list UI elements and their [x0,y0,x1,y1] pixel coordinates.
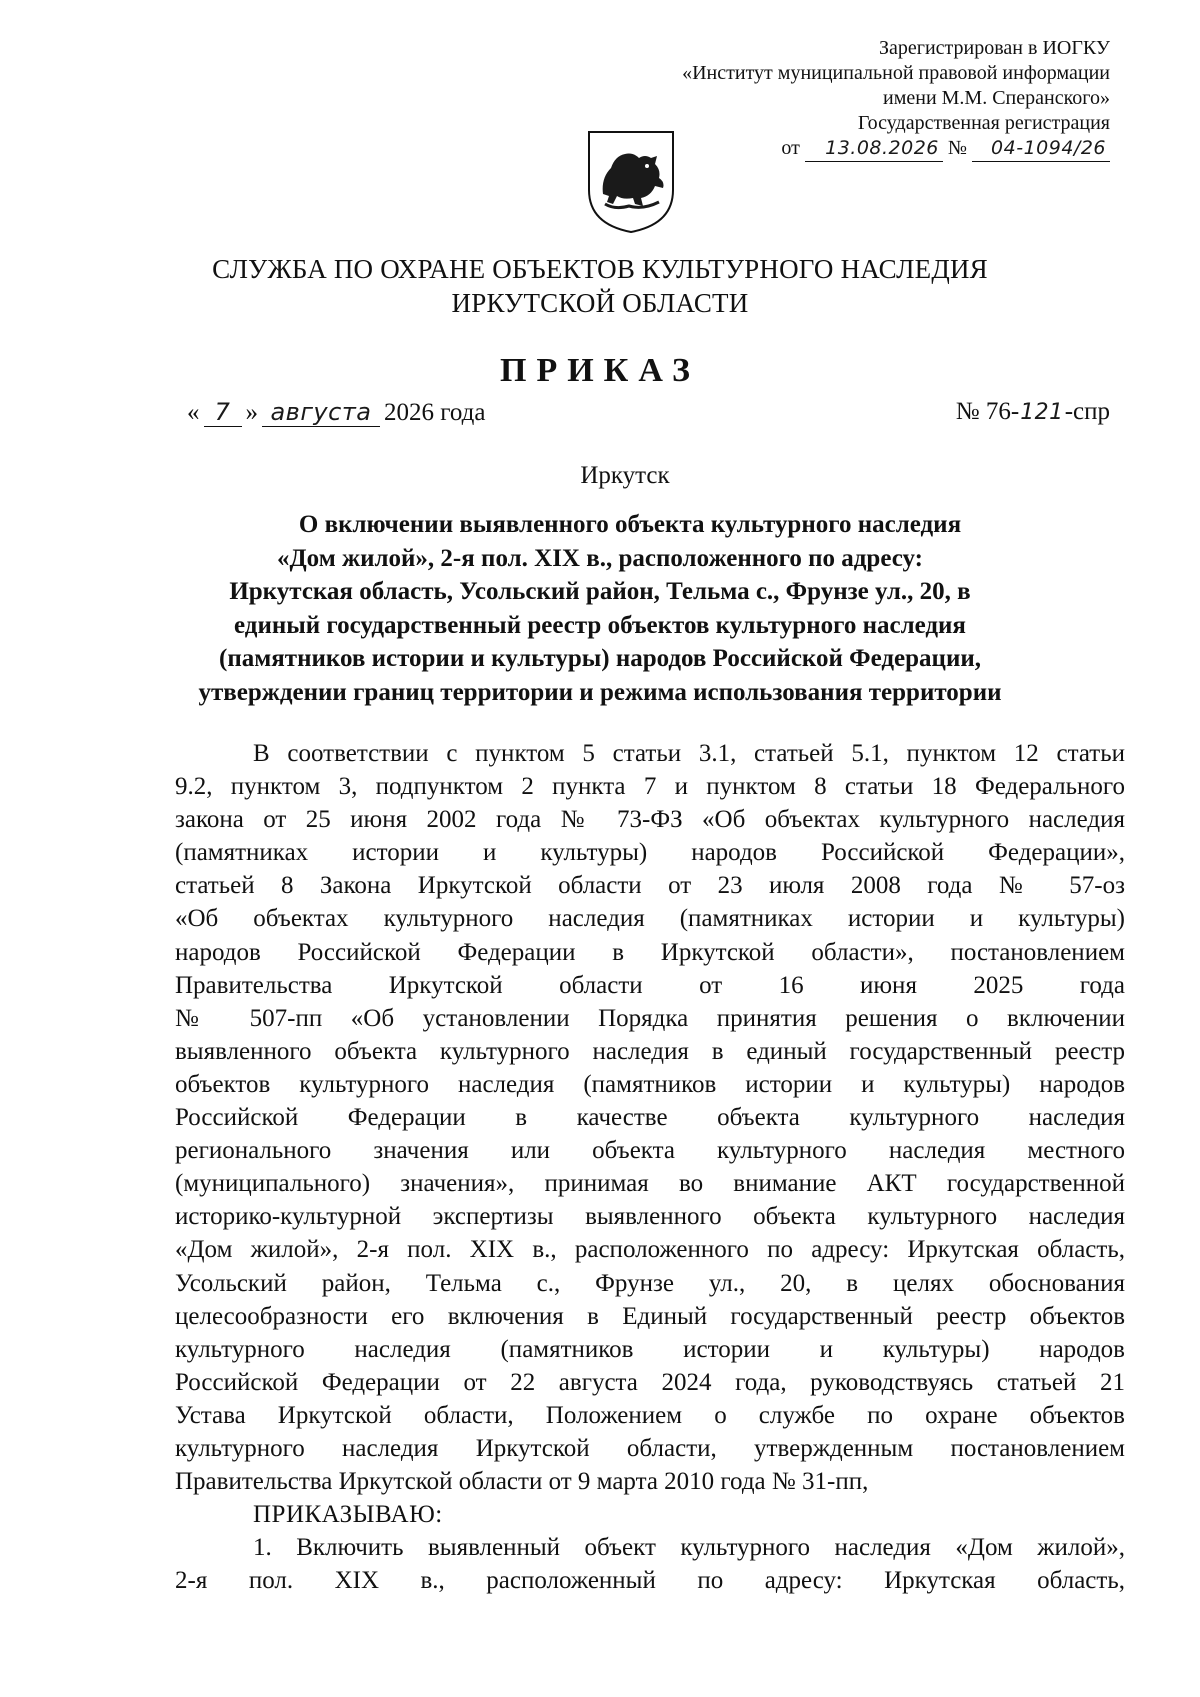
body-line: выявленного объекта культурного наследия в единый государственный реестр [175,1037,1125,1065]
body-line: Устава Иркутской области, Положением о службе по охране объектов [175,1401,1125,1429]
body-line: (памятниках истории и культуры) народов Российской Федерации», [175,839,1125,867]
date-month-handwritten: августа [262,398,380,427]
heading-line: единый государственный реестр объектов культурного наследия [234,611,966,639]
heading-line: О включении выявленного объекта культурного наследия [298,511,962,538]
body-line: Правительства Иркутской области от 16 июня 2025 года [175,971,1125,999]
registration-line: имени М.М. Сперанского» [883,87,1110,109]
body-line: В соответствии с пунктом 5 статьи 3.1, статьей 5.1, пунктом 12 статьи [253,740,1125,767]
registration-date-handwritten: 13.08.2026 [805,136,943,162]
order-body [175,737,1125,1597]
body-line: Российской Федерации от 22 августа 2024 года, руководствуясь статьей 21 [175,1368,1125,1396]
body-line: 9.2, пунктом 3, подпунктом 2 пункта 7 и пунктом 8 статьи 18 Федерального [175,773,1125,801]
body-line: народов Российской Федерации в Иркутской области», постановлением [175,938,1125,966]
body-line: историко-культурной экспертизы выявленного объекта культурного наследия [175,1203,1125,1231]
body-line: объектов культурного наследия (памятников истории и культуры) народов [175,1070,1125,1098]
heading-line: Иркутская область, Усольский район, Тельма с., Фрунзе ул., 20, в [229,578,971,605]
agency-name-line: ИРКУТСКОЙ ОБЛАСТИ [451,288,749,318]
body-line: культурного наследия (памятников истории и культуры) народов [175,1335,1125,1363]
city-name: Иркутск [580,462,670,489]
registration-number-handwritten: 04-1094/26 [972,136,1110,162]
order-date [187,398,485,427]
body-line: Российской Федерации в качестве объекта культурного наследия [175,1104,1125,1132]
heading-line: «Дом жилой», 2-я пол. XIX в., расположенного по адресу: [276,544,924,572]
coat-of-arms-icon [585,128,677,236]
body-line: регионального значения или объекта культурного наследия местного [175,1137,1125,1165]
registration-line: Зарегистрирован в ИОГКУ [879,37,1110,59]
date-year: 2026 года [384,399,486,426]
body-line: Правительства Иркутской области от 9 марта 2010 года № 31-пп, [175,1468,869,1496]
body-line: № 507-пп «Об установлении Порядка принятия решения о включении [175,1004,1125,1032]
registration-date-prefix: от [781,137,800,159]
body-line: статьей 8 Закона Иркутской области от 23 июля 2008 года № 57-оз [175,872,1125,900]
body-line: целесообразности его включения в Единый государственный реестр объектов [175,1302,1125,1330]
item-line: 2-я пол. XIX в., расположенный по адресу: Иркутская область, [175,1567,1125,1595]
registration-line: Государственная регистрация [857,112,1110,134]
heading-line: утверждении границ территории и режима использования территории [198,678,1002,706]
date-close-quote: » [245,399,258,426]
date-day-handwritten: 7 [204,398,242,427]
body-line: (муниципального) значения», принимая во внимание АКТ государственной [175,1170,1125,1198]
registration-number-prefix: № [947,137,967,159]
order-word: ПРИКАЗЫВАЮ: [253,1501,443,1529]
order-title: ПРИКАЗ [500,352,700,389]
order-number-suffix: -спр [1064,398,1110,425]
order-number-prefix: № 76- [955,398,1020,425]
agency-name-line: СЛУЖБА ПО ОХРАНЕ ОБЪЕКТОВ КУЛЬТУРНОГО НАСЛЕДИЯ [212,254,988,284]
date-open-quote: « [187,399,200,426]
body-line: «Дом жилой», 2-я пол. XIX в., расположенного по адресу: Иркутская область, [175,1236,1125,1264]
agency-name [0,252,1200,320]
order-number-handwritten: 121 [1020,400,1064,425]
order-heading [150,508,1050,709]
heading-line: (памятников истории и культуры) народов Российской Федерации, [219,645,981,672]
item-line: 1. Включить выявленный объект культурного наследия «Дом жилой», [253,1534,1125,1562]
registration-line: «Институт муниципальной правовой информации [682,62,1110,84]
body-line: культурного наследия Иркутской области, утвержденным постановлением [175,1434,1125,1462]
body-line: «Об объектах культурного наследия (памятниках истории и культуры) [175,905,1125,933]
body-line: Усольский район, Тельма с., Фрунзе ул., 20, в целях обоснования [175,1269,1125,1297]
order-number [956,398,1110,426]
body-line: закона от 25 июня 2002 года № 73-ФЗ «Об объектах культурного наследия [175,806,1125,834]
